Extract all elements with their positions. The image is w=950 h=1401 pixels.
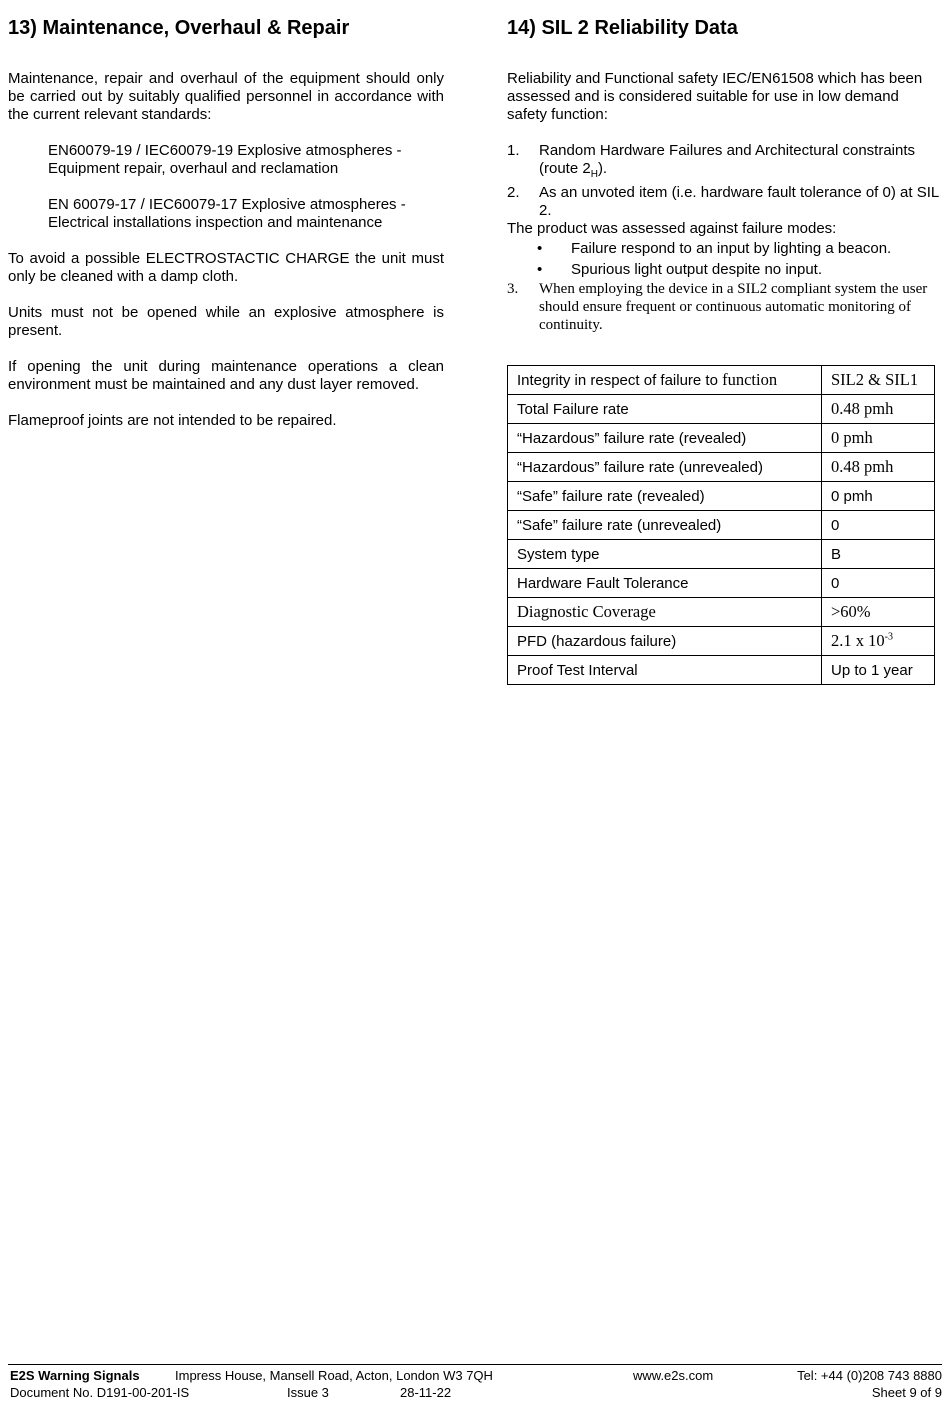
table-cell-value: 0.48 pmh [822, 395, 935, 424]
table-cell-value: 0.48 pmh [822, 453, 935, 482]
footer-website: www.e2s.com [633, 1368, 714, 1383]
table-row [508, 453, 935, 482]
opening-warning: Units must not be opened while an explosive atmosphere is present. [8, 304, 444, 339]
table-cell-label: “Safe” failure rate (unrevealed) [508, 511, 822, 540]
failure-modes-list [507, 238, 943, 280]
table-row [508, 656, 935, 685]
table-row [508, 627, 935, 656]
maintenance-paragraph: Maintenance, repair and overhaul of the equipment should only be carried out by suitably qualified personnel in accordance with the current relevant standards: [8, 70, 444, 123]
table-cell-label: Total Failure rate [508, 395, 822, 424]
footer-row-2 [8, 1384, 942, 1401]
list-item [507, 280, 943, 334]
item-number: 1. [507, 142, 520, 159]
list-item [507, 142, 943, 184]
page-footer [8, 1364, 942, 1401]
item-text: When employing the device in a SIL2 compliant system the user should ensure frequent or continuous automatic monitoring of continuity. [539, 281, 928, 333]
footer-sheet: Sheet 9 of 9 [871, 1385, 942, 1400]
footer-date: 28-11-22 [400, 1385, 452, 1400]
flameproof-joints-note: Flameproof joints are not intended to be repaired. [8, 412, 337, 429]
table-cell-label: “Safe” failure rate (revealed) [508, 482, 822, 511]
item-text: As an unvoted item (i.e. hardware fault tolerance of 0) at SIL 2. [539, 184, 939, 219]
table-cell-label: Proof Test Interval [508, 656, 822, 685]
table-row [508, 569, 935, 598]
table-cell-value: SIL2 & SIL1 [822, 366, 935, 395]
table-row [508, 511, 935, 540]
item-number: 3. [507, 281, 519, 297]
failure-modes-intro: The product was assessed against failure modes: [507, 220, 837, 237]
table-cell-value: 0 [822, 569, 935, 598]
footer-address: Impress House, Mansell Road, Acton, London W3 7QH [175, 1368, 493, 1383]
table-row [508, 424, 935, 453]
table-cell-value: 0 pmh [822, 482, 935, 511]
table-cell-value: Up to 1 year [822, 656, 935, 685]
table-row [508, 482, 935, 511]
section-maintenance [8, 14, 444, 430]
list-item [507, 259, 943, 280]
table-cell-label: Integrity in respect of failure to function [508, 366, 822, 395]
item-number: 2. [507, 184, 520, 201]
bullet-icon: • [537, 261, 543, 278]
item-text: Failure respond to an input by lighting a beacon. [571, 240, 892, 257]
table-cell-label: Hardware Fault Tolerance [508, 569, 822, 598]
table-cell-label: PFD (hazardous failure) [508, 627, 822, 656]
sil2-heading: 14) SIL 2 Reliability Data [507, 17, 738, 39]
sil2-intro: Reliability and Functional safety IEC/EN61508 which has been assessed and is considered suitable for use in low demand safety function: [507, 70, 923, 123]
footer-divider [8, 1364, 942, 1365]
footer-telephone: Tel: +44 (0)208 743 8880 [797, 1368, 942, 1383]
list-item [507, 238, 943, 259]
footer-issue: Issue 3 [287, 1385, 329, 1400]
footer-document-number: Document No. D191-00-201-IS [10, 1385, 190, 1400]
clean-environment-note: If opening the unit during maintenance operations a clean environment must be maintained and any dust layer removed. [8, 358, 444, 393]
table-row [508, 366, 935, 395]
item-text-end: ). [597, 160, 608, 177]
item-subscript: H [590, 169, 598, 180]
table-cell-label: “Hazardous” failure rate (unrevealed) [508, 453, 822, 482]
table-cell-value: 0 [822, 511, 935, 540]
standard-repair: EN60079-19 / IEC60079-19 Explosive atmospheres - Equipment repair, overhaul and reclamation [48, 142, 402, 177]
section-sil2 [507, 14, 943, 334]
table-row [508, 598, 935, 627]
footer-row-1 [8, 1367, 942, 1384]
bullet-icon: • [537, 240, 543, 257]
table-cell-label: Diagnostic Coverage [508, 598, 822, 627]
maintenance-heading: 13) Maintenance, Overhaul & Repair [8, 17, 350, 39]
list-item [507, 184, 943, 220]
table-row [508, 395, 935, 424]
table-row [508, 540, 935, 569]
sil2-list-continued [507, 280, 943, 334]
sil2-list [507, 142, 943, 220]
table-cell-value: 0 pmh [822, 424, 935, 453]
electrostatic-warning: To avoid a possible ELECTROSTACTIC CHARGE the unit must only be cleaned with a damp cloth. [8, 250, 444, 285]
table-cell-value: B [822, 540, 935, 569]
table-cell-value: 2.1 x $10^{-3}$ [822, 627, 935, 656]
table-cell-label: System type [508, 540, 822, 569]
footer-company: E2S Warning Signals [10, 1368, 140, 1383]
item-text: Spurious light output despite no input. [571, 261, 823, 278]
item-text: Random Hardware Failures and Architectural constraints (route 2 [539, 142, 916, 177]
reliability-table [507, 365, 935, 685]
table-cell-label: “Hazardous” failure rate (revealed) [508, 424, 822, 453]
table-cell-value: >60% [822, 598, 935, 627]
standard-inspection: EN 60079-17 / IEC60079-17 Explosive atmospheres - Electrical installations inspection and maintenance [48, 196, 406, 231]
